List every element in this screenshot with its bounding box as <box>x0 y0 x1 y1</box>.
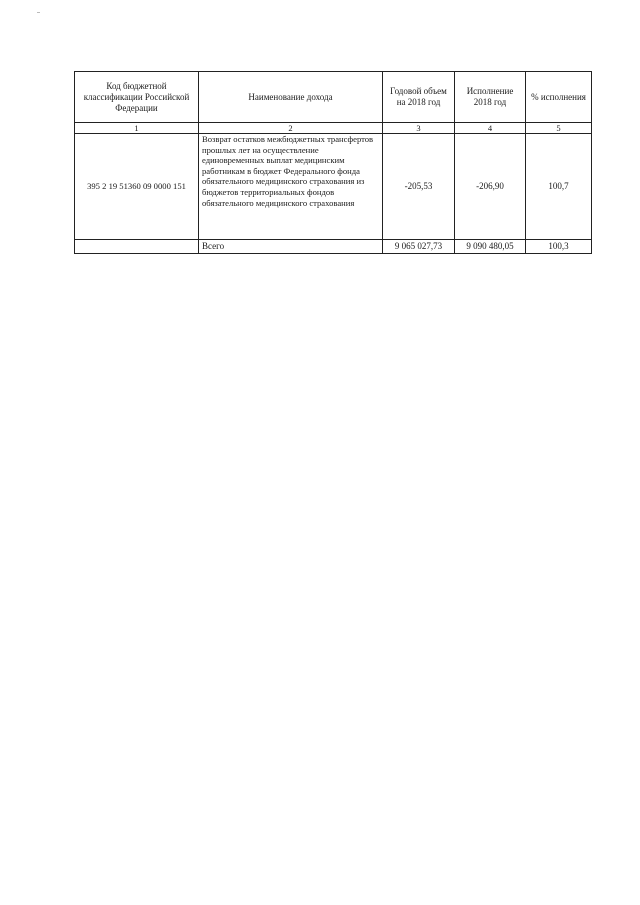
header-execution: Исполнение 2018 год <box>455 72 526 123</box>
total-row <box>75 240 592 254</box>
header-annual-volume: Годовой объем на 2018 год <box>383 72 455 123</box>
column-number: 4 <box>455 123 526 134</box>
total-annual-volume: 9 065 027,73 <box>383 240 455 254</box>
budget-code-cell: 395 2 19 51360 09 0000 151 <box>75 134 199 240</box>
page-speck <box>37 12 40 13</box>
column-number-row <box>75 123 592 134</box>
percent-cell: 100,7 <box>526 134 592 240</box>
annual-volume-cell: -205,53 <box>383 134 455 240</box>
total-code-cell <box>75 240 199 254</box>
table-row <box>75 134 592 240</box>
column-number: 2 <box>199 123 383 134</box>
revenue-name-cell: Возврат остатков межбюджетных трансфертов прошлых лет на осуществление единовременных выплат медицинским работникам в бюджет Федерального фонда обязательного медицинского страхования из бюджетов территориальных фондов обязательного медицинского страхования <box>199 134 383 240</box>
column-number: 3 <box>383 123 455 134</box>
execution-cell: -206,90 <box>455 134 526 240</box>
total-percent: 100,3 <box>526 240 592 254</box>
header-budget-code: Код бюджетной классификации Российской Федерации <box>75 72 199 123</box>
total-execution: 9 090 480,05 <box>455 240 526 254</box>
budget-revenue-table <box>74 71 592 254</box>
header-percent: % исполнения <box>526 72 592 123</box>
column-number: 1 <box>75 123 199 134</box>
header-revenue-name: Наименование дохода <box>199 72 383 123</box>
header-row <box>75 72 592 123</box>
column-number: 5 <box>526 123 592 134</box>
total-label: Всего <box>199 240 383 254</box>
